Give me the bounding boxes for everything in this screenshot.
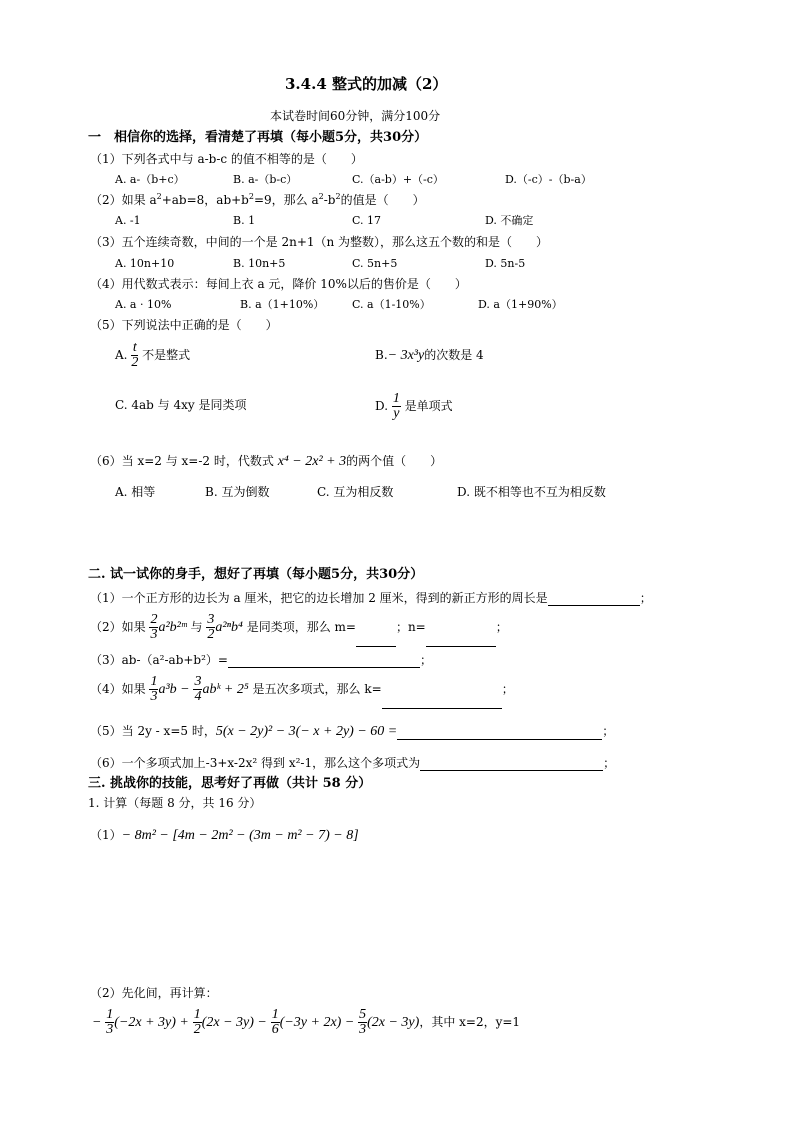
fraction: $\frac{1}{6}$ (271, 1007, 279, 1037)
fraction: $\frac{1}{y}$ (392, 391, 400, 421)
fraction: $\frac{1}{2}$ (193, 1007, 201, 1037)
s3-q2-expr: − $\frac{1}{3}$ (−2x + 3y) + $\frac{1}{2}$ (2x − 3y) − $\frac{1}{6}$ (−3y + 2x) − $\frac{5}{3}$ (2x − 3y)，其中 x=2，y=1 (92, 1007, 521, 1037)
page-subtitle: 本试卷时间60分钟，满分100分 (270, 109, 441, 123)
q2-stem: （2）如果 $a^2+ab=8$，$ab+b^2=9$，那么 $a^2-b^2$的值是（ ） (90, 192, 425, 207)
s2-q6: （6）一个多项式加上-3+x-2x² 得到 x²-1，那么这个多项式为 ； (90, 756, 616, 770)
answer-blank-n[interactable] (426, 633, 496, 647)
s2-q1: （1）一个正方形的边长为 a 厘米，把它的边长增加 2 厘米，得到的新正方形的周长是 ； (90, 591, 652, 605)
s3-sub1: 1. 计算（每题 8 分，共 16 分） (88, 796, 262, 810)
answer-blank-k[interactable] (382, 695, 502, 709)
fraction: $\frac{2}{3}$ (150, 612, 158, 642)
q5-stem: （5）下列说法中正确的是（ ） (90, 318, 278, 332)
answer-blank[interactable] (397, 726, 602, 740)
answer-blank[interactable] (420, 757, 603, 771)
fraction: $\frac{3}{4}$ (194, 674, 202, 704)
section-2-heading: 二. 试一试你的身手，想好了再填（每小题5分，共30分） (88, 567, 424, 582)
s2-q3: （3）ab-（a²-ab+b²）= ； (90, 653, 432, 667)
q2-option-c: C. 17 (352, 214, 382, 227)
answer-blank[interactable] (548, 592, 640, 606)
s3-q1: （1）− 8m² − [4m − 2m² − (3m − m² − 7) − 8] (90, 828, 359, 843)
answer-blank-m[interactable] (356, 633, 396, 647)
s2-q4: （4）如果 $\frac{1}{3}$ a³b − $\frac{3}{4}$ abᵏ + 2⁵ 是五次多项式，那么 k= ； (90, 670, 514, 709)
q5-option-c: C. 4ab 与 4xy 是同类项 (115, 398, 247, 412)
q5-option-d: D. $\frac{1}{y}$ 是单项式 (375, 391, 453, 421)
q2-option-d: D. 不确定 (485, 214, 534, 227)
fraction: $\frac{t}{2}$ (131, 340, 139, 370)
q5-option-b: B.− 3x³y的次数是 4 (375, 348, 484, 363)
q1-stem: （1）下列各式中与 a-b-c 的值不相等的是（ ） (90, 152, 363, 166)
q6-stem: （6）当 x=2 与 x=-2 时，代数式 x⁴ − 2x² + 3的两个值（ ） (90, 454, 443, 469)
q3-option-c: C. 5n+5 (352, 257, 398, 270)
q4-option-a: A. a · 10% (115, 298, 172, 311)
fraction: $\frac{1}{3}$ (106, 1007, 114, 1037)
q1-option-c: C.（a-b）+（-c） (352, 173, 444, 186)
q6-option-b: B. 互为倒数 (205, 485, 270, 499)
q3-option-b: B. 10n+5 (233, 257, 286, 270)
fraction: $\frac{5}{3}$ (359, 1007, 367, 1037)
q4-stem: （4）用代数式表示：每间上衣 a 元，降价 10%以后的售价是（ ） (90, 277, 467, 291)
page-title: 3.4.4 整式的加减（2） (285, 75, 448, 93)
q1-option-d: D.（-c）-（b-a） (505, 173, 592, 186)
section-1-heading: 一 相信你的选择，看清楚了再填（每小题5分，共30分） (88, 130, 428, 145)
q1-option-a: A. a-（b+c） (115, 173, 185, 186)
q6-option-c: C. 互为相反数 (317, 485, 394, 499)
s2-q2: （2）如果 $\frac{2}{3}$ a²b²ᵐ 与 $\frac{3}{2}$ a²ⁿb⁴ 是同类项，那么 m= ；n= ； (90, 608, 508, 647)
fraction: $\frac{1}{3}$ (150, 674, 158, 704)
q6-option-a: A. 相等 (115, 485, 156, 499)
q1-option-b: B. a-（b-c） (233, 173, 298, 186)
q4-option-b: B. a（1+10%） (240, 298, 325, 311)
q4-option-c: C. a（1-10%） (352, 298, 431, 311)
q3-option-d: D. 5n-5 (485, 257, 526, 270)
q2-option-a: A. -1 (115, 214, 141, 227)
s2-q5: （5）当 2y - x=5 时，5(x − 2y)² − 3(− x + 2y) − 60 = ； (90, 724, 615, 739)
q3-stem: （3）五个连续奇数，中间的一个是 2n+1（n 为整数），那么这五个数的和是（ ） (90, 235, 549, 249)
q5-option-a: A. $\frac{t}{2}$ 不是整式 (115, 340, 191, 370)
q2-option-b: B. 1 (233, 214, 256, 227)
q3-option-a: A. 10n+10 (115, 257, 175, 270)
fraction: $\frac{3}{2}$ (207, 612, 215, 642)
q4-option-d: D. a（1+90%） (478, 298, 563, 311)
q6-option-d: D. 既不相等也不互为相反数 (457, 485, 606, 499)
answer-blank[interactable] (228, 654, 420, 668)
section-3-heading: 三. 挑战你的技能，思考好了再做（共计 58 分） (88, 776, 372, 791)
s3-q2-stem: （2）先化间，再计算： (90, 986, 218, 1000)
